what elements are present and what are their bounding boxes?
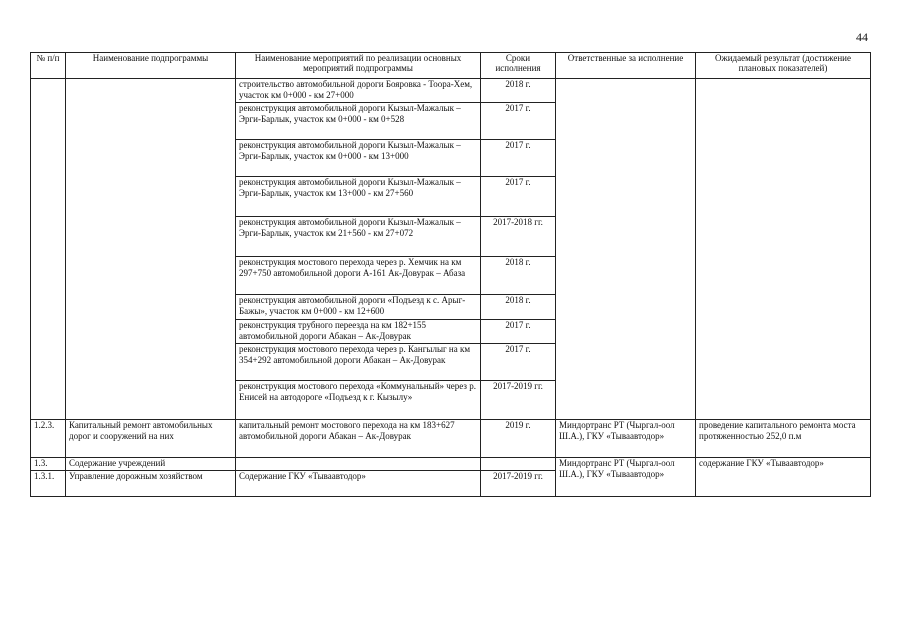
activity-cell: реконструкция автомобильной дороги «Подъезд к с. Арыг-Бажы», участок км 0+000 - км 12+600: [236, 295, 481, 320]
table-row: [31, 458, 871, 471]
activity-cell: реконструкция трубного переезда на км 182+155 автомобильной дороги Абакан – Ак-Довурак: [236, 320, 481, 344]
activity-cell: Содержание ГКУ «Тываавтодор»: [236, 471, 481, 497]
term-cell: 2017-2019 гг.: [481, 471, 556, 497]
term-cell: 2017 г.: [481, 177, 556, 217]
term-cell: 2017 г.: [481, 103, 556, 140]
term-cell: 2018 г.: [481, 295, 556, 320]
term-cell: 2018 г.: [481, 257, 556, 295]
header-responsible: Ответственные за исполнение: [556, 53, 696, 79]
activities-table: [30, 52, 871, 497]
num-cell: 1.3.1.: [31, 471, 66, 497]
header-activity: Наименование мероприятий по реализации основных мероприятий подпрограммы: [236, 53, 481, 79]
table-row: [31, 420, 871, 458]
activity-cell: реконструкция автомобильной дороги Кызыл-Мажалык – Эрги-Барлык, участок км 21+560 - км 27+072: [236, 217, 481, 257]
continued-responsible-cell: [556, 79, 696, 420]
header-row: [31, 53, 871, 79]
subprogram-cell: Содержание учреждений: [66, 458, 236, 471]
num-cell: 1.2.3.: [31, 420, 66, 458]
responsible-cell: Миндортранс РТ (Чыргал-оол Ш.А.), ГКУ «Тываавтодор»: [556, 420, 696, 458]
table-row: [31, 79, 871, 103]
subprogram-cell: Управление дорожным хозяйством: [66, 471, 236, 497]
term-cell: 2017-2019 гг.: [481, 381, 556, 420]
continued-num-cell: [31, 79, 66, 420]
term-cell: 2017 г.: [481, 344, 556, 381]
result-cell: содержание ГКУ «Тываавтодор»: [696, 458, 871, 497]
result-cell: проведение капитального ремонта моста протяженностью 252,0 п.м: [696, 420, 871, 458]
header-result: Ожидаемый результат (достижение плановых показателей): [696, 53, 871, 79]
num-cell: 1.3.: [31, 458, 66, 471]
term-cell: 2017 г.: [481, 140, 556, 177]
header-term: Сроки исполнения: [481, 53, 556, 79]
term-cell: [481, 458, 556, 471]
header-num: № п/п: [31, 53, 66, 79]
activity-cell: реконструкция автомобильной дороги Кызыл-Мажалык – Эрги-Барлык, участок км 0+000 - км 13+000: [236, 140, 481, 177]
subprogram-cell: Капитальный ремонт автомобильных дорог и сооружений на них: [66, 420, 236, 458]
term-cell: 2017-2018 гг.: [481, 217, 556, 257]
activity-cell: реконструкция автомобильной дороги Кызыл-Мажалык – Эрги-Барлык, участок км 13+000 - км 27+560: [236, 177, 481, 217]
activity-cell: реконструкция мостового перехода «Коммунальный» через р. Енисей на автодороге «Подъезд к г. Кызылу»: [236, 381, 481, 420]
activity-cell: реконструкция автомобильной дороги Кызыл-Мажалык – Эрги-Барлык, участок км 0+000 - км 0+528: [236, 103, 481, 140]
page-number: 44: [856, 30, 868, 44]
continued-subprogram-cell: [66, 79, 236, 420]
term-cell: 2018 г.: [481, 79, 556, 103]
activity-cell: [236, 458, 481, 471]
term-cell: 2017 г.: [481, 320, 556, 344]
activity-cell: реконструкция мостового перехода через р. Хемчик на км 297+750 автомобильной дороги А-161 Ак-Довурак – Абаза: [236, 257, 481, 295]
continued-result-cell: [696, 79, 871, 420]
activity-cell: строительство автомобильной дороги Бояровка - Тоора-Хем, участок км 0+000 - км 27+000: [236, 79, 481, 103]
activity-cell: капитальный ремонт мостового перехода на км 183+627 автомобильной дороги Абакан – Ак-Довурак: [236, 420, 481, 458]
term-cell: 2019 г.: [481, 420, 556, 458]
responsible-cell: Миндортранс РТ (Чыргал-оол Ш.А.), ГКУ «Тываавтодор»: [556, 458, 696, 497]
header-subprogram: Наименование подпрограммы: [66, 53, 236, 79]
activity-cell: реконструкция мостового перехода через р. Кангылыг на км 354+292 автомобильной дороги Абакан – Ак-Довурак: [236, 344, 481, 381]
